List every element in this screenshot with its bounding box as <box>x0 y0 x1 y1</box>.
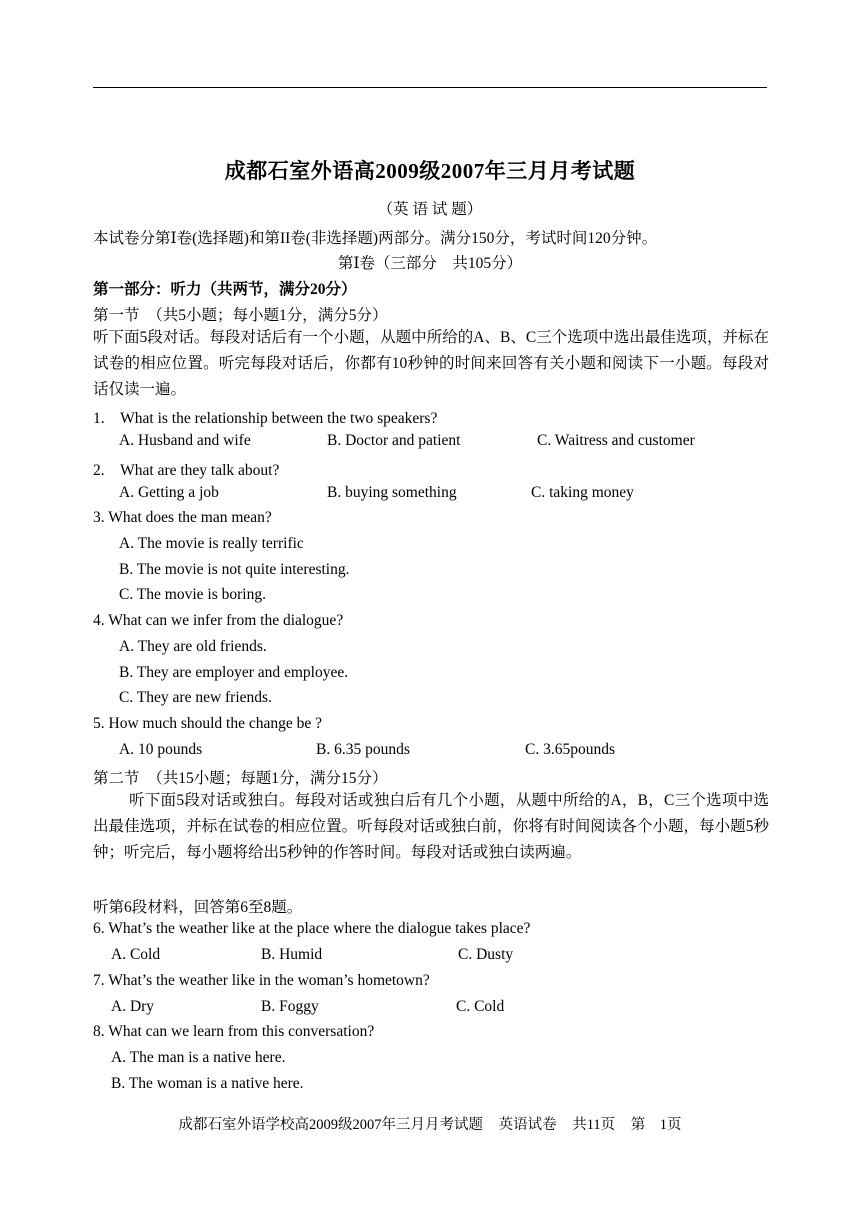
question-1-option-a: A. Husband and wife <box>119 432 251 449</box>
question-3-option-b: B. The movie is not quite interesting. <box>119 561 350 578</box>
section2-instructions: 听下面5段对话或独白。每段对话或独白后有几个小题，从题中所给的A，B，C三个选项中选出最佳选项，并标在试卷的相应位置。听每段对话或独白前，你将有时间阅读各个小题，每小题5秒钟；听完后，每小题将给出5秒钟的作答时间。每段对话或独白读两遍。 <box>93 792 769 861</box>
page-footer <box>0 1113 860 1134</box>
exam-title: 成都石室外语高2009级2007年三月月考试题 <box>224 159 636 183</box>
material-6-note: 听第6段材料，回答第6至8题。 <box>93 899 303 916</box>
question-6-option-b: B. Humid <box>261 946 323 963</box>
question-7-stem: 7. What’s the weather like in the woman’s hometown? <box>93 972 430 989</box>
footer-subject: 英语试卷 <box>498 1117 557 1133</box>
volume-heading: 第Ⅰ卷（三部分 共105分） <box>337 255 523 272</box>
question-3-stem: 3. What does the man mean? <box>93 509 272 526</box>
question-2-option-b: B. buying something <box>327 484 457 501</box>
question-4-stem: 4. What can we infer from the dialogue? <box>93 612 344 629</box>
question-6-stem: 6. What’s the weather like at the place where the dialogue takes place? <box>93 920 531 937</box>
footer-page-number: 第 1页 <box>630 1117 682 1133</box>
question-3-option-c: C. The movie is boring. <box>119 586 266 603</box>
question-4-option-c: C. They are new friends. <box>119 689 272 706</box>
question-7-option-c: C. Cold <box>456 998 505 1015</box>
question-1-stem: 1. What is the relationship between the two speakers? <box>93 410 438 427</box>
question-6-option-c: C. Dusty <box>458 946 514 963</box>
question-6-option-a: A. Cold <box>111 946 161 963</box>
question-8-option-b: B. The woman is a native here. <box>111 1075 304 1092</box>
question-5-option-b: B. 6.35 pounds <box>316 741 410 758</box>
question-5-option-a: A. 10 pounds <box>119 741 203 758</box>
question-2-stem: 2. What are they talk about? <box>93 462 280 479</box>
question-5-option-c: C. 3.65pounds <box>525 741 615 758</box>
exam-subtitle: （英 语 试 题） <box>377 201 483 218</box>
question-4-option-b: B. They are employer and employee. <box>119 664 349 681</box>
question-1-option-b: B. Doctor and patient <box>327 432 461 449</box>
question-7-option-a: A. Dry <box>111 998 155 1015</box>
exam-intro: 本试卷分第Ⅰ卷(选择题)和第II卷(非选择题)两部分。满分150分，考试时间120分钟。 <box>93 230 658 247</box>
question-2-option-c: C. taking money <box>531 484 634 501</box>
footer-school: 成都石室外语学校高2009级2007年三月月考试题 <box>178 1117 483 1133</box>
section2-heading: 第二节 （共15小题；每题1分，满分15分） <box>93 770 388 787</box>
footer-total-pages: 共11页 <box>572 1117 616 1133</box>
section1-heading: 第一节 （共5小题；每小题1分，满分5分） <box>93 307 388 324</box>
question-5-stem: 5. How much should the change be ? <box>93 715 322 732</box>
question-3-option-a: A. The movie is really terrific <box>119 535 304 552</box>
part1-heading: 第一部分：听力（共两节，满分20分） <box>93 281 357 298</box>
question-8-option-a: A. The man is a native here. <box>111 1049 286 1066</box>
question-1-option-c: C. Waitress and customer <box>537 432 695 449</box>
question-2-option-a: A. Getting a job <box>119 484 219 501</box>
question-8-stem: 8. What can we learn from this conversation? <box>93 1023 375 1040</box>
question-4-option-a: A. They are old friends. <box>119 638 267 655</box>
header-rule <box>93 87 767 88</box>
question-7-option-b: B. Foggy <box>261 998 319 1015</box>
section1-instructions: 听下面5段对话。每段对话后有一个小题，从题中所给的A、B、C三个选项中选出最佳选项，并标在试卷的相应位置。听完每段对话后，你都有10秒钟的时间来回答有关小题和阅读下一小题。每段对话仅读一遍。 <box>93 329 769 398</box>
